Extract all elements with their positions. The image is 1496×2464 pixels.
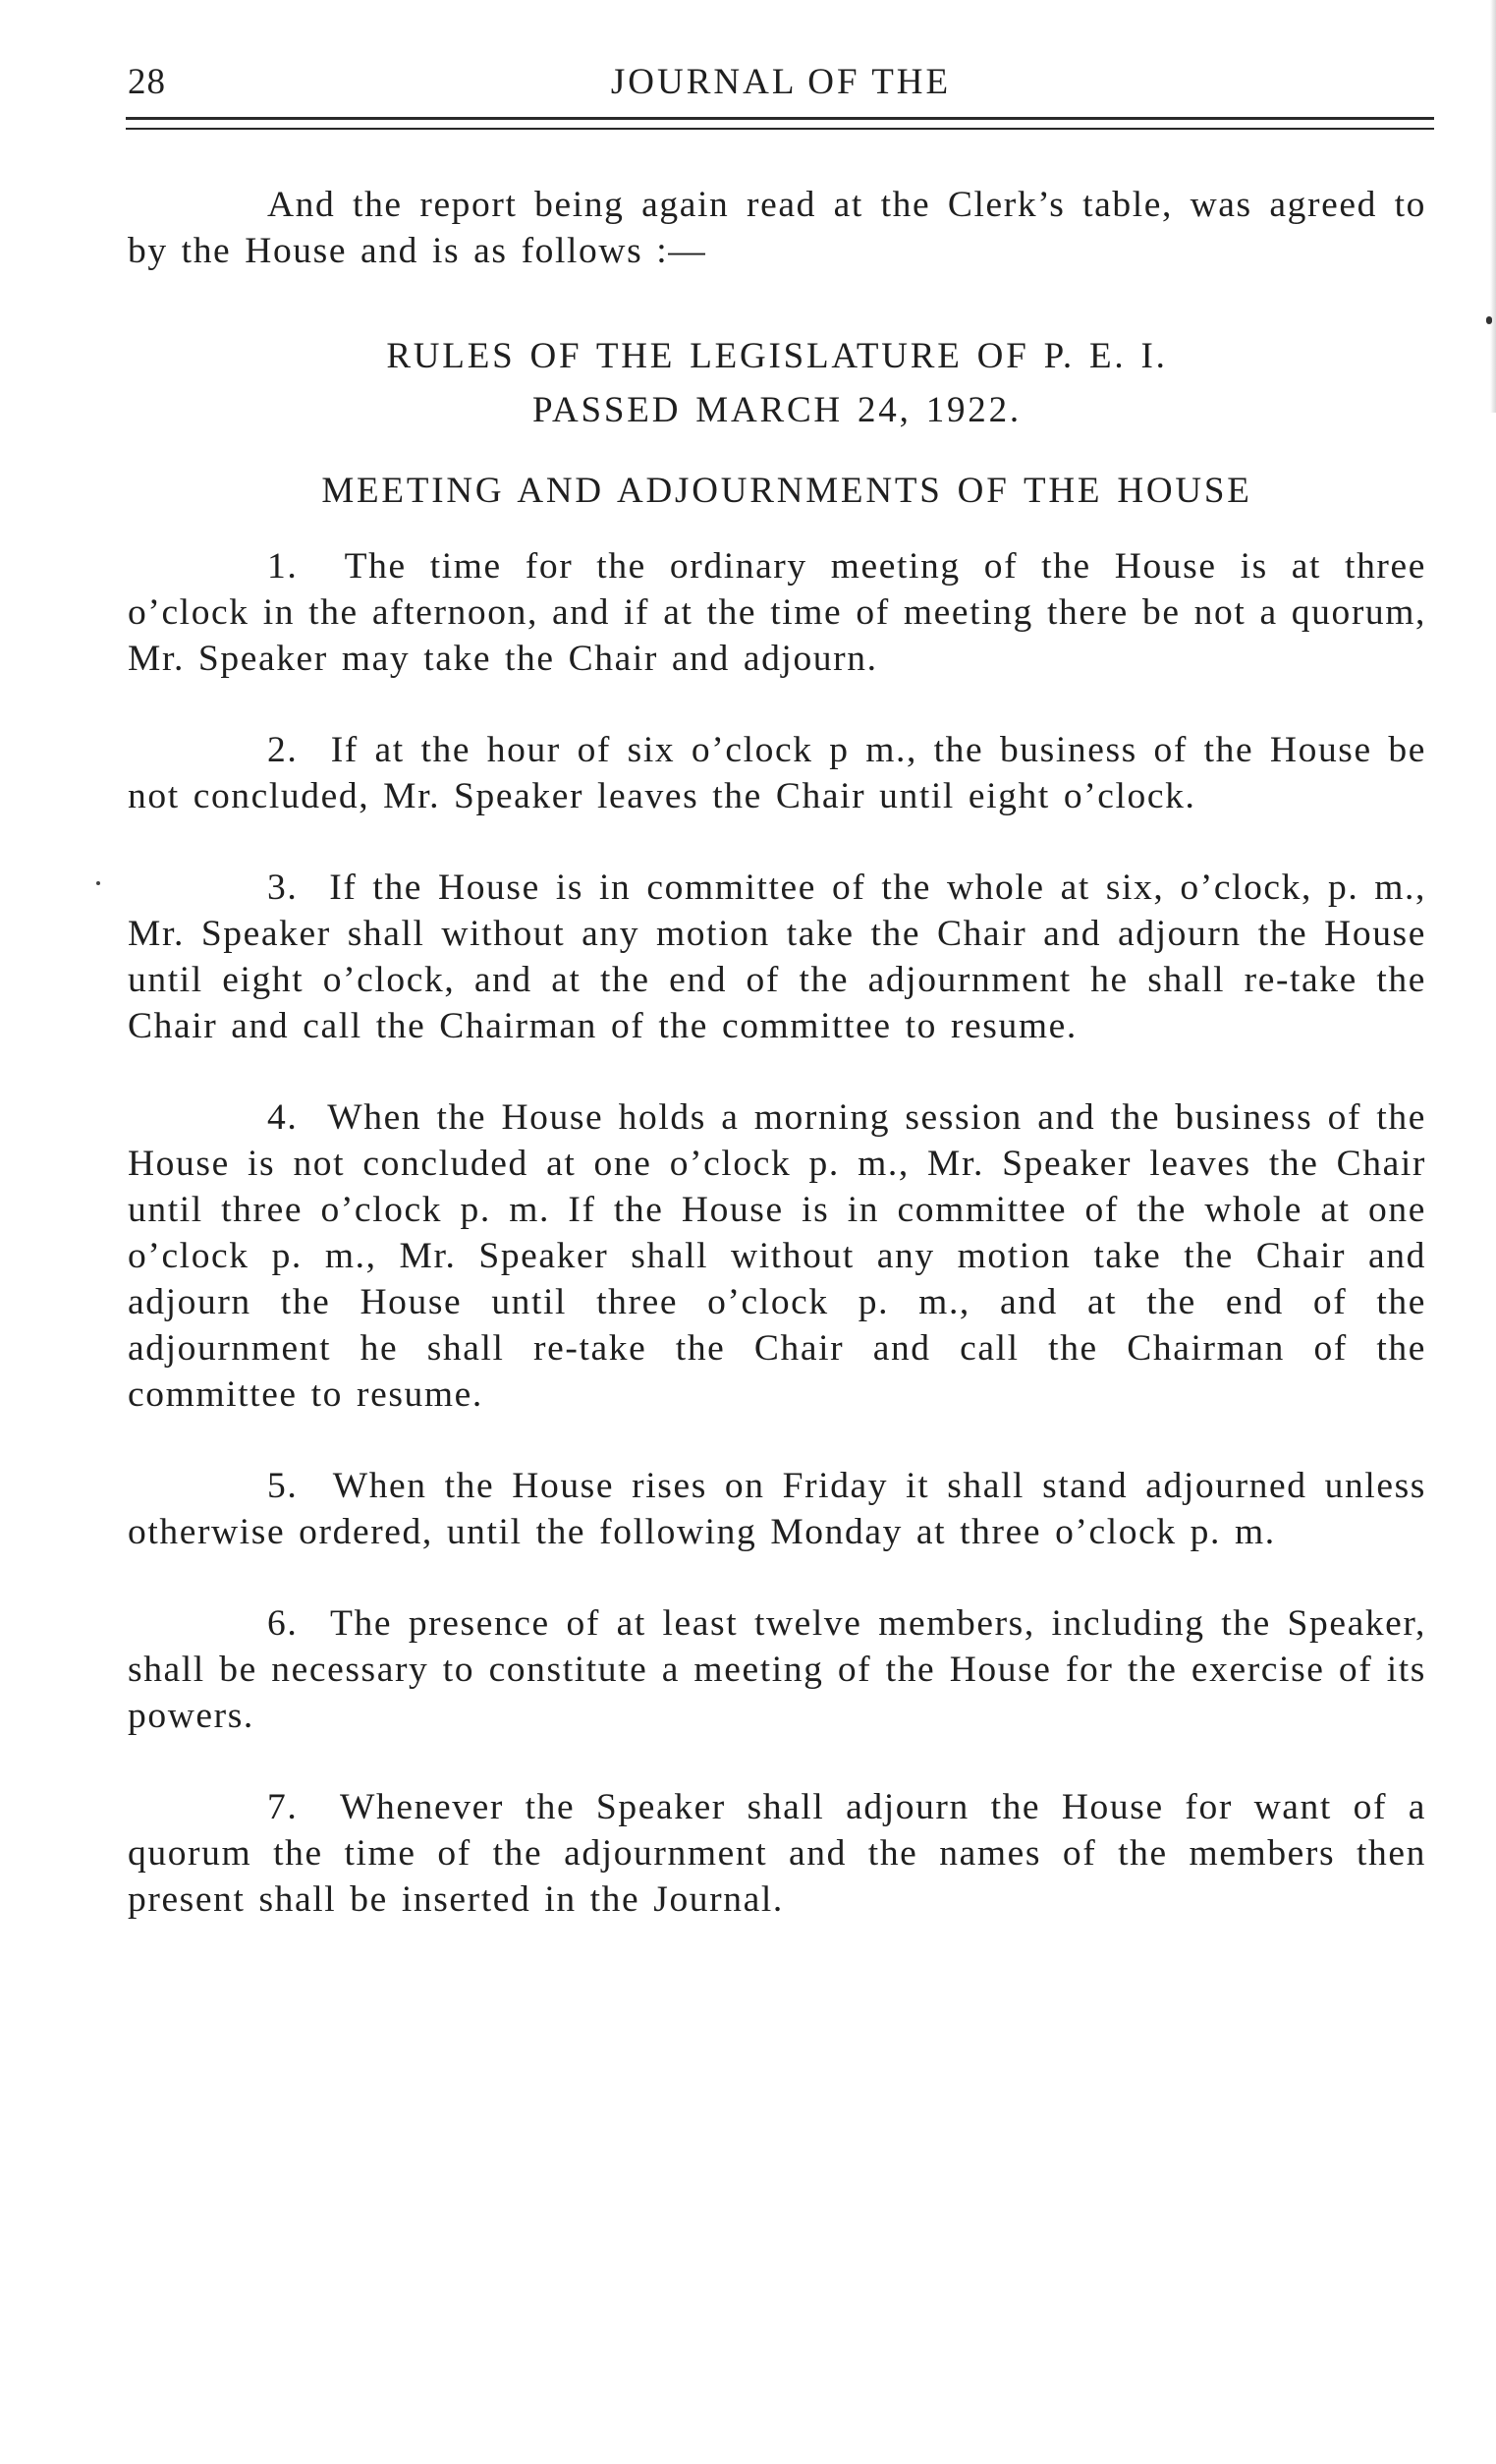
running-title: JOURNAL OF THE <box>610 62 952 102</box>
rule-paragraph <box>128 1600 1426 1739</box>
page-body <box>128 182 1426 1923</box>
section-heading: MEETING AND ADJOURNMENTS OF THE HOUSE <box>321 471 1252 511</box>
margin-speck <box>96 881 100 885</box>
rule-paragraph <box>128 1463 1426 1555</box>
rule-number: 7. <box>267 1787 299 1827</box>
rule-paragraph <box>128 1784 1426 1923</box>
rule-number: 6. <box>267 1603 299 1644</box>
rule-paragraph <box>128 1094 1426 1418</box>
rule-text: The presence of at least twelve members, including the Speaker, shall be necessary to constitute a meeting of the House for the exercise of its powers. <box>128 1603 1426 1736</box>
header-rule-bottom <box>126 128 1434 130</box>
edge-speck <box>1486 316 1492 324</box>
rule-paragraph <box>128 727 1426 819</box>
rules-title: RULES OF THE LEGISLATURE OF P. E. I. <box>386 336 1168 376</box>
rule-text: The time for the ordinary meeting of the House is at three o’clock in the afternoon, and if at the time of meeting there be not a quorum, Mr. Speaker may take the Chair and adjourn. <box>128 546 1426 679</box>
rule-text: When the House rises on Friday it shall stand adjourned unless otherwise ordered, until the following Monday at three o’clock p. m. <box>128 1466 1426 1552</box>
page-edge-shadow <box>1490 0 1496 413</box>
rule-number: 1. <box>267 546 299 587</box>
rule-paragraph <box>128 865 1426 1049</box>
rule-text: If the House is in committee of the whole at six, o’clock, p. m., Mr. Speaker shall without any motion take the Chair and adjourn the House until eight o’clock, and at the end of the adjournment he shall re-take the Chair and call the Chairman of the committee to resume. <box>128 868 1426 1046</box>
rule-number: 3. <box>267 868 299 908</box>
page-number: 28 <box>128 62 166 102</box>
rule-number: 2. <box>267 730 299 770</box>
rule-text: If at the hour of six o’clock p m., the business of the House be not concluded, Mr. Speaker leaves the Chair until eight o’clock. <box>128 730 1426 816</box>
intro-paragraph: And the report being again read at the Clerk’s table, was agreed to by the House and is as follows :— <box>128 185 1426 271</box>
rule-text: When the House holds a morning session and the business of the House is not concluded at one o’clock p. m., Mr. Speaker leaves the Chair until three o’clock p. m. If the House is in committee of the whole at one o’clock p. m., Mr. Speaker shall without any motion take the Chair and adjourn the House until three o’clock p. m., and at the end of the adjournment he shall re-take the Chair and call the Chairman of the committee to resume. <box>128 1097 1426 1415</box>
rule-number: 4. <box>267 1097 299 1138</box>
page-header <box>128 61 1434 110</box>
rule-text: Whenever the Speaker shall adjourn the House for want of a quorum the time of the adjournment and the names of the members then present shall be inserted in the Journal. <box>128 1787 1426 1920</box>
header-rule-top <box>126 117 1434 120</box>
rule-number: 5. <box>267 1466 299 1506</box>
rule-paragraph <box>128 543 1426 682</box>
rules-date: PASSED MARCH 24, 1922. <box>532 390 1022 430</box>
